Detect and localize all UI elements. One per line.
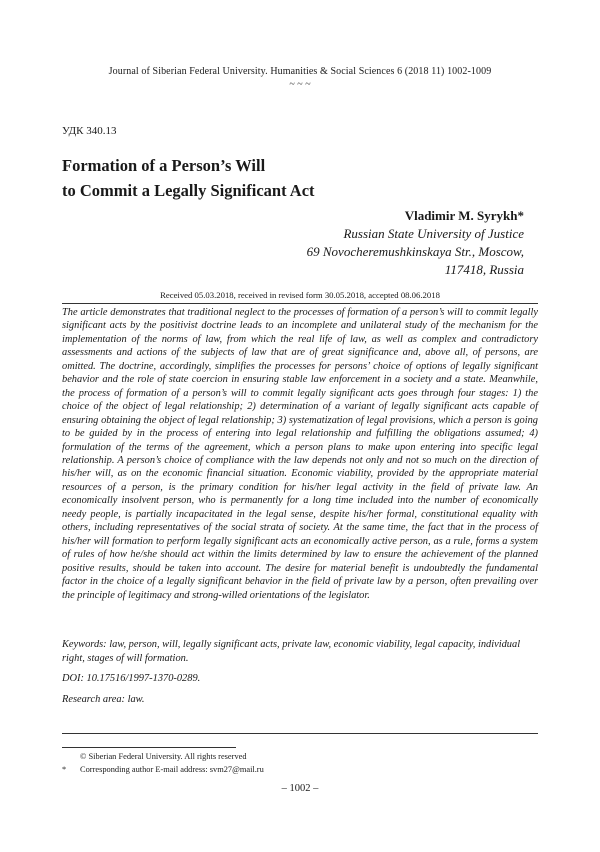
footnote-corresponding — [62, 765, 264, 774]
footnote-star: * — [62, 765, 67, 774]
research-area: Research area: law. — [62, 694, 145, 705]
author-block — [224, 207, 524, 279]
article-title — [62, 153, 532, 203]
author-affiliation-2: 69 Novocheremushkinskaya Str., Moscow, — [306, 244, 524, 259]
doi: DOI: 10.17516/1997-1370-0289. — [62, 673, 201, 684]
page-number: – 1002 – — [281, 783, 319, 794]
footnote-copyright: © Siberian Federal University. All rights reserved — [80, 752, 247, 761]
received-dates: Received 05.03.2018, received in revised form 30.05.2018, accepted 08.06.2018 — [160, 290, 440, 300]
article-title-line-1: Formation of a Person’s Will — [62, 156, 266, 175]
udc-code: УДК 340.13 — [62, 125, 117, 137]
footnote-rule — [62, 747, 236, 748]
journal-header: Journal of Siberian Federal University. Humanities & Social Sciences 6 (2018 11) 1002-1009 — [108, 66, 492, 77]
abstract-text: The article demonstrates that traditional neglect to the processes of formation of a person’s will to commit legally significant acts by the positivist doctrine leads to an incomplete and unilateral study of the mechanism for the implementation of the norms of law, from which the real life of law, as well as complex and contradictory assessments and actions of the subjects of law that are of great significance and, above all, of persons, are omitted. The doctrine, accordingly, simplifies the processes for persons’ choice of options of legally significant behavior and the role of state coercion in ensuring stable law enforcement in a society and a state. Meanwhile, the process of formation of a person’s will to commit legally significant acts goes through four stages: 1) the choice of the object of legal relationship; 2) determination of a variant of legally significant acts capable of ensuring obtaining the object of legal relationship; 3) systematization of legal provisions, which a person is going to be guided by in the process of entering into legal relationship and fulfilling the obligations assumed; 4) formulation of the terms of the agreement, which a person plans to make upon entering into specific legal relationship. A person’s choice of compliance with the law depends not only and not so much on the direction of his/her will, as on the economic financial situation. Economic viability, provided by the appropriate material resources of a person, is the primary condition for his/her legal activity in the field of private law. An economically insolvent person, who is permanently for a long time included into the number of economically needy people, is partially incapacitated in the legal sense, despite his/her formal, constitutional equality with others, including representatives of the social strata of society. At the same time, the fact that in the process of his/her will formation to perform legally significant acts an economically active person, as a rule, forms a system of rules of how he/she should act within the limits determined by law to ensure the achievement of the planned positive results, should be taken into account. The desire for material benefit is undoubtedly the fundamental factor in the choice of a legally significant behavior in the field of private law by a person, often prevailing over the principle of legitimacy and strong-willed orientations of the legislator. — [62, 307, 538, 601]
author-affiliation-3: 117418, Russia — [444, 262, 524, 277]
author-affiliation-1: Russian State University of Justice — [343, 226, 524, 241]
keywords: Keywords: law, person, will, legally significant acts, private law, economic viability, legal capacity, individual right, stages of will formation. — [62, 639, 521, 664]
author-name: Vladimir M. Syrykh* — [404, 208, 524, 223]
footnote-email: Corresponding author E-mail address: svm27@mail.ru — [80, 765, 264, 774]
header-ornament: ~ ~ ~ — [289, 79, 311, 90]
article-title-line-2: to Commit a Legally Significant Act — [62, 181, 315, 200]
abstract-top-rule — [62, 303, 538, 304]
abstract-bottom-rule — [62, 733, 538, 734]
